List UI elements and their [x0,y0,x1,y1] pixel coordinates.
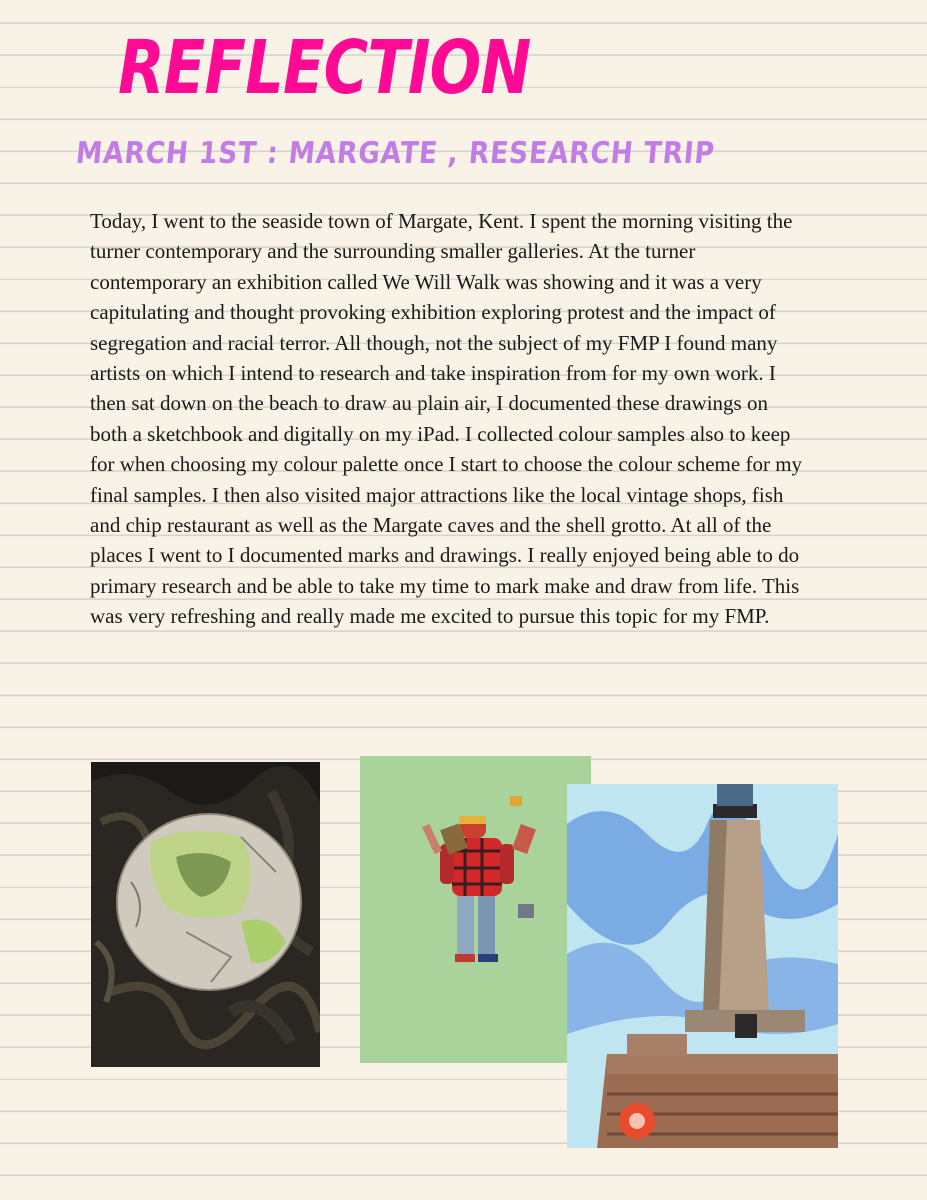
seaweed-ball-photo [91,762,320,1067]
figure-drawing [360,756,591,1063]
tower-drawing [567,784,838,1148]
page-title: REFLECTION [118,25,531,111]
page-subtitle: MARCH 1ST : MARGATE , RESEARCH TRIP [74,136,717,171]
reflection-body-text: Today, I went to the seaside town of Margate, Kent. I spent the morning visiting the turner contemporary and the surrounding smaller galleries. At the turner contemporary an exhibition called We Will Walk was showing and it was a very capitulating and thought provoking exhibition exploring protest and the impact of segregation and racial terror. All though, not the subject of my FMP I found many artists on which I intend to research and take inspiration from for my own work. I then sat down on the beach to draw au plain air, I documented these drawings on both a sketchbook and digitally on my iPad. I collected colour samples also to keep for when choosing my colour palette once I start to choose the colour scheme for my final samples. I then also visited major attractions like the local vintage shops, fish and chip restaurant as well as the Margate caves and the shell grotto. At all of the places I went to I documented marks and drawings. I really enjoyed being able to do primary research and be able to take my time to mark make and draw from life. This was very refreshing and really made me excited to pursue this topic for my FMP. [90,209,803,629]
